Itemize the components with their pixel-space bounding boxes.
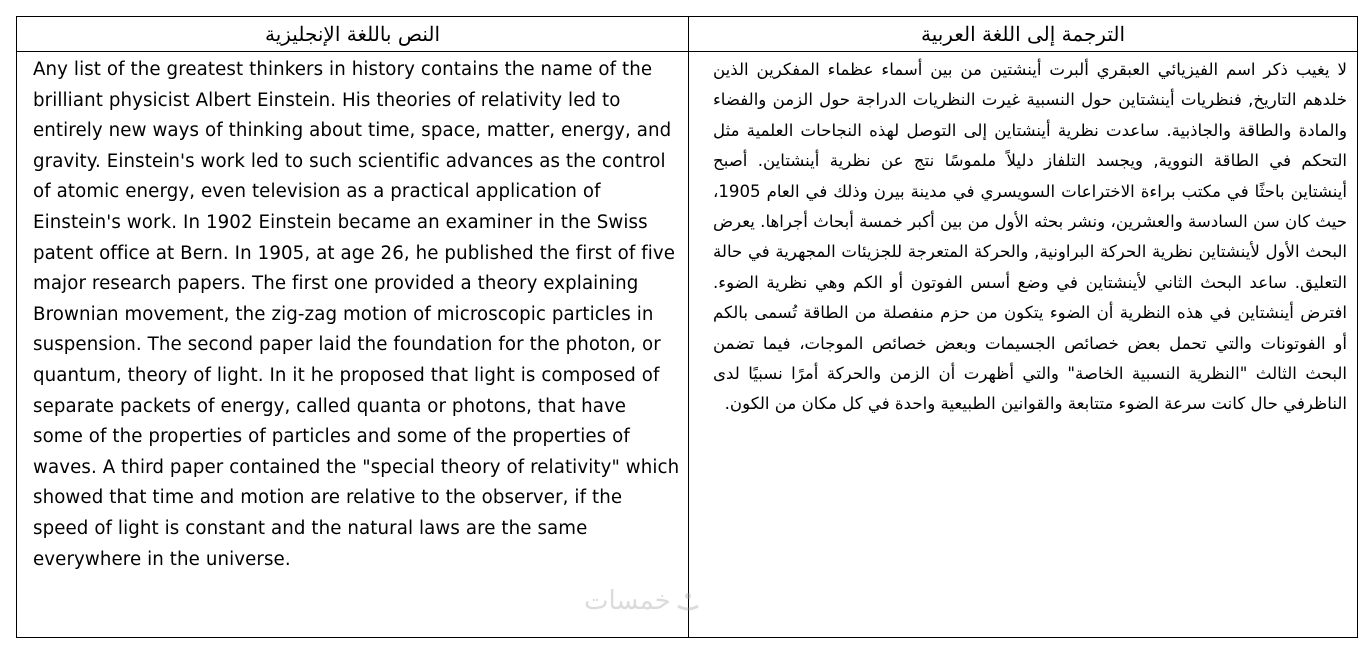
english-column-header: النص باللغة الإنجليزية bbox=[17, 17, 688, 52]
khamsat-logo-icon bbox=[675, 590, 701, 612]
arabic-column-header: الترجمة إلى اللغة العربية bbox=[689, 17, 1357, 52]
arabic-text: لا يغيب ذكر اسم الفيزيائي العبقري ألبرت أينشتين من بين أسماء عظماء المفكرين الذين خلدهم التاريخ, فنظريات أينشتاين حول النسبية غيرت النظريات الدراجة حول الزمن والفضاء والمادة والطاقة والجاذبية. ساعدت نظرية أينشتاين إلى التوصل لهذه النجاحات العلمية مثل التحكم في الطاقة النووية, ويجسد التلفاز دليلاً ملموسًا نتج عن نظرية أينشتاين. أصبح أينشتاين باحثًا في مكتب براءة الاختراعات السويسري في مدينة بيرن وذلك في العام 1905، حيث كان سن السادسة والعشرين، ونشر بحثه الأول من بين أكبر خمسة أبحاث أجراها. يعرض البحث الأول لأينشتاين نظرية الحركة البراونية, والحركة المتعرجة للجزيئات المجهرية في حالة التعليق. ساعد البحث الثاني لأينشتاين في وضع أسس الفوتون أو الكم وهي نظرية الضوء. افترض أينشتاين في هذه النظرية أن الضوء يتكون من حزم منفصلة من الطاقة تُسمى بالكم أو الفوتونات والتي تحمل بعض خصائص الجسيمات وبعض خصائص الموجات، فيما تضمن البحث الثالث "النظرية النسبية الخاصة" والتي أظهرت أن الزمن والحركة أمرًا نسبيًا لدى الناظرفي حال كانت سرعة الضوء متتابعة والقوانين الطبيعية واحدة في كل مكان من الكون. bbox=[713, 60, 1347, 414]
translation-table bbox=[16, 16, 1358, 638]
english-column bbox=[17, 17, 689, 637]
watermark bbox=[584, 586, 701, 616]
arabic-column bbox=[689, 17, 1357, 637]
english-text: Any list of the greatest thinkers in history contains the name of the brilliant physicist Albert Einstein. His theories of relativity led to entirely new ways of thinking about time, space, matter, energy, and gravity. Einstein's work led to such scientific advances as the control of atomic energy, even television as a practical application of Einstein's work. In 1902 Einstein became an examiner in the Swiss patent office at Bern. In 1905, at age 26, he published the first of five major research papers. The first one provided a theory explaining Brownian movement, the zig-zag motion of microscopic particles in suspension. The second paper laid the foundation for the photon, or quantum, theory of light. In it he proposed that light is composed of separate packets of energy, called quanta or photons, that have some of the properties of particles and some of the properties of waves. A third paper contained the "special theory of relativity" which showed that time and motion are relative to the observer, if the speed of light is constant and the natural laws are the same everywhere in the universe. bbox=[33, 59, 680, 570]
watermark-text: خمسات bbox=[584, 586, 671, 616]
